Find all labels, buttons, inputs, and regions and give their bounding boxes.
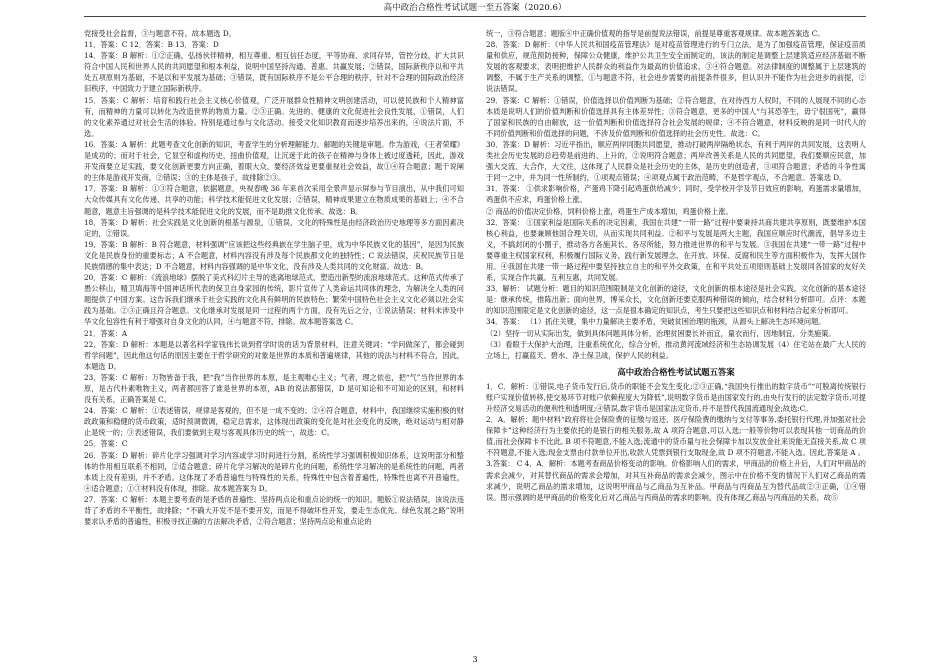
answer-paragraph: ② 商品的价值决定价格，饲料价格上涨，鸡蛋生产成本增加，鸡蛋价格上涨。: [486, 206, 733, 216]
answer-paragraph: 17．答案：B 解析：①③符合题意，依据题意，央视春晚 36 年来首次采用全景声显示屏参与节目演出，从中我们可知大众传媒具有文化传递、共享的功能；科学技术能促进文化发展；②错误，精神成果建立在物质成果的基础上；④不合题意，题意主旨强调的是科学技术能促进文化的发展，而不是助推文化传承。故选：B。: [84, 184, 464, 216]
answer-paragraph: 15．答案：C 解析：培育和践行社会主义核心价值观，广泛开展群众性精神文明创建活动，可以使民族和个人精神富有，而精神的力量可以转化为改造世界的物质力量。②③正确。先进的、健康的文化促进社会良性发展，①错误，人们的文化素养通过对社会生活的体验。特别是通过参与文化活动、接受文化知识教育而逐步培养出来的，④说法片面，不选。: [84, 95, 464, 138]
left-column: [84, 28, 464, 527]
page-header: 高中政治合格性考试试题一至五答案（2020.6）: [383, 3, 567, 13]
answer-paragraph: 16．答案：A 解析：此题考查文化创新的知识，考查学生的分析理解能力。解题的关键是审题。作为游戏，《王者荣耀》是成功的；而对于社会，它显空和虚构历史，扭曲价值观，让沉迷于此的孩子在精神与身体上被过度透耗，因此，游戏开发商要立足实践，要文化创新更要方向正确，着眼大众，要经济效益更要重视社会效益，故①④符合题意；题干说阐的主体是游戏开发商，②错误；③的主体是孩子，故排除②③。: [84, 139, 464, 183]
answer-paragraph: 22．答案：D 解析：本题是以著名科学家钱伟长谈到哲学时说的话为背景材料，注意关键词：“学问做深了，都会碰到哲学问题”，因此他这句话的原因主要在于哲学研究的对象是世界的本质和普遍规律，其他的说法与材料不符合，因此，本题选 D。: [84, 339, 464, 371]
answer-paragraph: 31．答案： ①供求影响价格，产蛋鸡下降引起鸡蛋供给减少；同时，受学校开学及节日效应的影响，鸡蛋需求量增加，鸡蛋供不应求，鸡蛋价格上涨。: [486, 184, 866, 205]
answer-paragraph: 34．答案： （1）抓住关键，集中力量解决主要矛盾，突破贫困治理的瓶颈，从源头上解决生态环境问题。: [486, 317, 826, 327]
answer-paragraph: （3）看眼于大保护大治理，注重系统优化，综合分析，推动黄河流域经济和生态协调发展（4）住宅站在最广大人民的立场上，打赢蓝天、碧水、净土保卫战，保护人民的利益。: [486, 339, 866, 360]
answer-paragraph: 1．C．解析：①错误,电子货币发行后,货币的职能不会发生变化;②③正确,“我国央行推出的数字货币”“可脱离传统银行账户实现价值转移,使交易环节对账户依赖程度大为降低”,说明数字货币是由国家发行的,由央行发行的法定数字货币,可提升经济交易活动的便利性和透明度;④错误,数字货币是国家法定货币,并不是替代我国流通现金;故选:C。: [486, 381, 866, 413]
answer-paragraph: 21．答案：A: [84, 328, 128, 338]
answer-paragraph: 3.答案： C 4．A．解析：本题考查商品价格变动的影响。价格影响人们的需求，甲商品的价格上升后，人们对甲商品的需求会减少，对其替代商品的需求会增加，对其互补商品的需求会减少，图示中在价格不变的情况下人们对乙商品的需求减少，说明乙商品的需求增加，这说明甲商品与乙商品为互补品。甲商品与丙商品互为替代品故②③正确，①④错误。图示强调的是甲商品的价格变化后对乙商品与丙商品的需求的影响，没有体现乙商品与丙商品的关系，故⑤: [486, 459, 866, 502]
answer-paragraph: 25．答案：C: [84, 439, 128, 449]
answer-paragraph: 32．答案： ①国家利益是国际关系的决定因素，我国在共建“一带一路”过程中要秉持共商共建共享原则，既要维护本国核心利益，也要兼顾他国合理关切，从而实现共同利益。②和平与发展是两大主题，我国应顺应时代潮流，倡导多边主义，不搞封闭的小圈子，推动各方各施其长、各尽所能，努力推进世界的和平与发展。③我国在共建“一带一路”过程中要尊重主权国家权利，积极履行国际义务，践行新发展理念，在开放、环保、反腐和民生等方面积极作为，发挥大国作用。④我国在共建一带一路过程中要坚持独立自主的和平外交政策，在和平共处五项原则基础上发展同各国家的友好关系，实现合作共赢。互利互惠，共同发展。: [486, 217, 866, 283]
answer-paragraph: 26．答案：D 解析：碎片化学习强调对学习内容或学习时间进行分割，系统性学习强调积极知识体系，这说明部分和整体的作用相互联系不相同，②适合题意；碎片化学习解决的是碎片化的问题，系统性学习解决的是系统性的问题，两者本质上没有差别，并不矛盾。这体现了矛盾普遍性与特殊性的关系，特殊性中包含着普遍性，特殊性也离不开普遍性，④适合题意；①③材料没有体现，排除。故本题答案为 D。: [84, 450, 464, 493]
answer-paragraph: 27．答案：C 解析：本题主要考查的是矛盾的普遍性、坚持两点论和重点论的统一的知识。题版①说法错误，该说法违背了矛盾的不平衡性，故排除；“不确大开发不是不要开发，而是不得破坏性开发，要走生态优先、绿色发展之路”说明要求认矛盾的普遍性，积极寻找正确的方法解决矛盾，②符合题意；坚持两点论和重点论的: [84, 494, 464, 527]
answer-paragraph: 23．答案：C 解析：万物皆备于我，把“我”当作世界的本原，是主观唯心主义；气者，理之依也，把“气”当作世界的本原，是古代朴素唯物主义，两者都回答了谁是世界的本原，AB 的说法都错误，D 是可知论和不可知论的区别，和材料没有关系，正确答案是 C。: [84, 372, 464, 405]
answer-paragraph: 14．答案：B 解析：①②正确，弘扬伙伴精神，相互尊重、相互信任态度，平等协商、求同存异，管控分歧，扩大共识符合中国人民和世界人民的共同愿望和根本利益，说明中国坚持沟通、普惠、共赢发展；②错误，国际新秩序以和平共处五项原则为基础，不是以和平发展为基础；③错误，既有国际秩序不是公平合理的秩序，针对不合理的国际政治经济旧秩序，中国致力于建立国际新秩序。: [84, 51, 464, 94]
answer-paragraph: 33．解析： 试题分析：题目的知识范围限制是文化创新的途径，文化创新的根本途径是社会实践，文化创新的基本途径是：继承传统，推陈出新；面向世界，博采众长，文化创新还要克服两种错误的倾向，结合材料分析即可。点评：本题的知识范围限定是文化创新的途径，这一点是很本确定的知识点，考生只要把这些知识点和材料结合起来分析即可。: [486, 284, 866, 316]
answer-paragraph: 20．答案：C 解析：《流浪地球》摆脱了美式科幻片主导的逃离地球范式，塑造出新型的流浪地球范式。这种范式传承了愚公移山，精卫填海等中国神话所代表的保卫自身家园的传统，影片宣传了人类命运共同体的理念，为解决全人类的问题提供了中国方案。这告诉我们继承于社会实践的文化具有鲜明的民族特色；繁荣中国特色社会主义文化必须以社会实践为基础。②③正确且符合题意。文化继承对发展是同一过程的两个方面，没有先后之分，①说法错误；材料未涉及中华文化包容性有利于增强对自身文化的认同，④与题意不符，排除。故本题答案选 C。: [84, 273, 464, 327]
answer-paragraph: 2．A．解析：题中材料“政府将社会保险费的征缴与返还、医疗保险费的缴纳与支付等事务,委托银行代理,并加强对社会保障卡”这种经济行为主要依托的是银行的相关服务,故 A 项符合题意,可以入选;一般等价物可以表现其他一切商品的价值,而社会保障卡不比此, B 项不符题意,不能入选;流通中的货币量与社会保障卡加以发放金社来说能无直接关系,故 C 项不符题意,不能入选;现金支票由付款单位开出,收款人凭票到银行支取现金,故 D 项不符题意,不能入选。因此,答案是 A 。: [486, 415, 866, 458]
answer-paragraph: 统一，③符合题意；题版④中正确价值观的指导是前提说法错误，前提是尊重客观规律。故本题答案选 C。: [486, 29, 825, 38]
answer-paragraph: 24．答案：C 解析：①表述错误，规律是客观的，但不是一成不变的；②④符合题意，材料中，我国继续实施积极的财政政策和稳健的货币政策，适时预调微调，稳定总需求，这体现出政策的变化是对社会变化的反映，绝对运动与相对静止是统一的；③表述错误，我们要做到主观与客观具体历史的统一，故选：C。: [84, 406, 464, 438]
answer-paragraph: 党接受社会监督，③与题意不符。故本题选 D。: [84, 29, 236, 38]
header-divider: [84, 16, 866, 17]
answer-paragraph: 29．答案：C 解析：①错误，价值选择以价值判断为基础；②符合题意，在对待西方人权时，不同的人展现不同的心态本质是说明人们的价值判断和价值选择具有主体差异性；③符合题意，更多的中国人“与其恐等生，毋宁很国死”，赢得了国家和民族的自由解放，这一价值判断和价值选择符合社会发展的规律；④不符合题意，材料反映的是同一时代人的不同价值判断和价值选择的问题，不涉及价值判断和价值选择的社会历史性。故选：C。: [486, 95, 866, 138]
answer-paragraph: 19．答案：B 解析：B 符合题意，材料强调“应该把这些经典嵌在学生脑子里，成为中华民族文化的基因”，是因为民族文化是民族身份的重要标志；A 不合题意，材料内容没有涉及每个民族都文化的独特性；C 说法错误，庆祝民族节日是民族情感的集中表达；D 不合题意，材料内容强调的是中华文化，没有涉及人类共同的文化财富。故选：B。: [84, 239, 464, 271]
answer-paragraph: 30．答案：D 解析：习近平指出，顺应两岸同胞共同愿望，推动打破两岸隔绝状态，有利于两岸的共同发展，这表明人类社会历史发展的总趋势是前进的、上升的，②说明符合题意；两岸改善关系是人民的共同愿望，我们要顺应民意，加强大交流、大合作，大文往，这体现了人民群众是社会历史的主体，是历史的创造者，③项符合题意；矛盾的斗争性寓于同一之中，并为同一性所制约，①项观点错误；④项观点属于政治范畴，不是哲学观点，不合题意。答案选 D。: [486, 139, 866, 183]
page-number: 3: [472, 655, 478, 664]
answer-paragraph: 11．答案：C 12．答案：B 13．答案：D: [84, 40, 219, 50]
answer-paragraph: 28．答案：D 解析：《中华人民共和国疫苗管理法》是对疫苗管理进行的专门立法，是为了加强疫苗管理，保证疫苗质量和供应，规范预防接种，保障公众健康，维护公共卫生安全而制定的，该法的制定是调整上层建筑适应经济基础不断发展的客观要求，表明把维护人民群众的利益作为最高的价值追求，③④符合题意。对法律制度的调整属于上层建筑的调整，不属于生产关系的调整，①与题意不符，社会进步需要的前提条件很多，但认识并不能作为社会进步的前提，②说法错误。: [486, 40, 866, 94]
answer-paragraph: 18．答案：D 解析：社会实践是文化创新的根基与源泉，①错误，文化的特殊性是由经济政治历史地理等多方面因素决定的，②错误。: [84, 217, 464, 238]
answer-paragraph: （2）坚持一切从实际出发，做到具体问题具体分析，治理贫困要长补而宜，量衣而行，因地制宜，分类施策。: [486, 328, 836, 338]
right-column: [486, 28, 866, 503]
section-title: 高中政治合格性考试试题五答案: [617, 366, 735, 377]
